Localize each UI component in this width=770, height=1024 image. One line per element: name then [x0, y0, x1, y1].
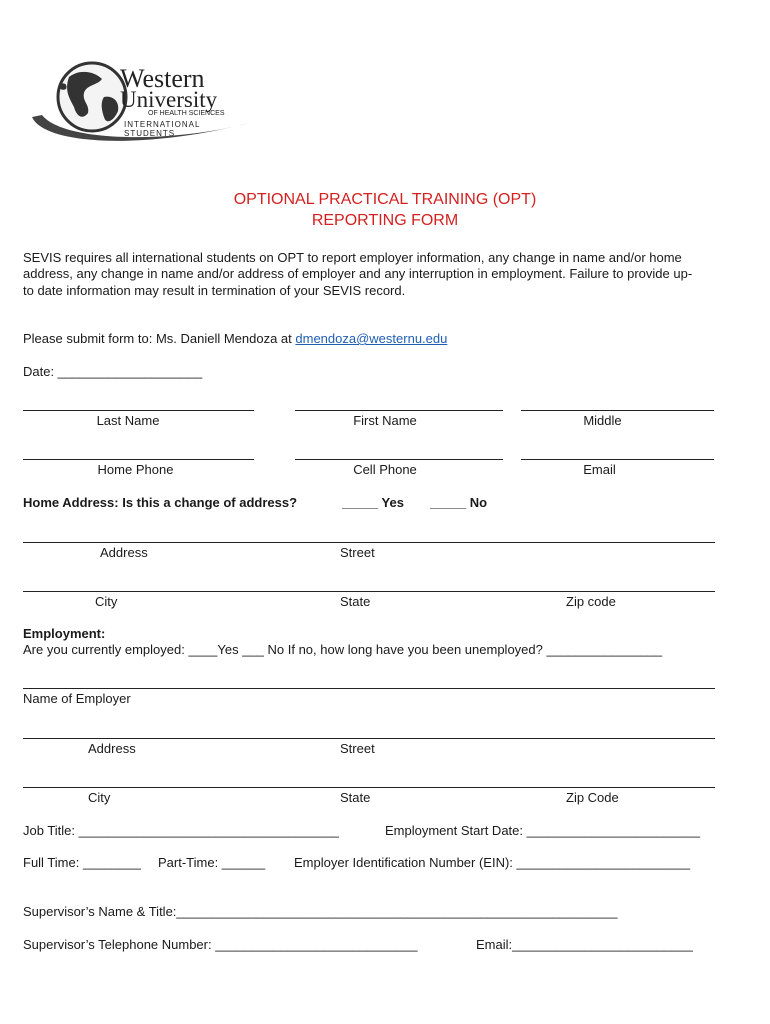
email-line[interactable]	[521, 459, 714, 460]
last-name-line[interactable]	[23, 410, 254, 411]
employer-street-label: Street	[340, 741, 375, 756]
employer-name-label: Name of Employer	[23, 691, 131, 706]
employer-zip-label: Zip Code	[566, 790, 619, 805]
ein-field[interactable]: Employer Identification Number (EIN): ________________________	[294, 855, 691, 870]
address-change-yes[interactable]: _____ Yes	[342, 495, 404, 510]
form-title-line1: OPTIONAL PRACTICAL TRAINING (OPT)	[233, 191, 537, 208]
home-state-label: State	[340, 594, 371, 609]
job-title-field[interactable]: Job Title: ____________________________________	[23, 823, 339, 838]
supervisor-name-field[interactable]: Supervisor’s Name & Title:_____________________________________________________________	[23, 904, 618, 919]
employer-city-label: City	[88, 790, 111, 805]
date-field[interactable]: Date: ____________________	[23, 364, 203, 379]
employment-question[interactable]: Are you currently employed: ____Yes ___ No If no, how long have you been unemployed? ________________	[23, 642, 663, 657]
cell-phone-label: Cell Phone	[353, 462, 417, 477]
home-address-line[interactable]	[23, 542, 715, 543]
middle-name-label: Middle	[583, 413, 622, 428]
intro-line1: SEVIS requires all international students on OPT to report employer information, any change in name and/or home	[23, 250, 682, 265]
home-city-label: City	[95, 594, 118, 609]
logo-line-students: STUDENTS	[124, 129, 176, 138]
intro-line3: to date information may result in termination of your SEVIS record.	[23, 283, 406, 298]
start-date-field[interactable]: Employment Start Date: ________________________	[385, 823, 701, 838]
form-title-line2: REPORTING FORM	[311, 212, 459, 229]
intro-line2: address, any change in name and/or address of employer and any interruption in employment. Failure to provide up-	[23, 266, 693, 281]
home-address-question: Home Address: Is this a change of address?	[23, 495, 298, 510]
first-name-line[interactable]	[295, 410, 503, 411]
logo-line-western: Western	[120, 64, 205, 93]
employer-name-line[interactable]	[23, 688, 715, 689]
home-phone-label: Home Phone	[97, 462, 174, 477]
middle-name-line[interactable]	[521, 410, 714, 411]
submit-prefix: Please submit form to: Ms. Daniell Mendoza at	[23, 331, 296, 346]
employer-state-label: State	[340, 790, 371, 805]
logo-line-international: INTERNATIONAL	[124, 120, 201, 129]
home-city-line[interactable]	[23, 591, 715, 592]
email-label: Email	[583, 462, 616, 477]
submit-instruction	[23, 331, 447, 346]
supervisor-phone-field[interactable]: Supervisor’s Telephone Number: ____________________________	[23, 937, 418, 952]
home-zip-label: Zip code	[566, 594, 616, 609]
supervisor-email-field[interactable]: Email:_________________________	[476, 937, 693, 952]
part-time-field[interactable]: Part-Time: ______	[158, 855, 266, 870]
employer-address-line[interactable]	[23, 738, 715, 739]
home-phone-line[interactable]	[23, 459, 254, 460]
home-street-label: Street	[340, 545, 375, 560]
employer-city-line[interactable]	[23, 787, 715, 788]
employment-heading: Employment:	[23, 626, 106, 641]
employer-address-label: Address	[88, 741, 136, 756]
home-address-label: Address	[100, 545, 148, 560]
logo-line-health-sciences: OF HEALTH SCIENCES	[148, 110, 225, 117]
contact-email-link[interactable]: dmendoza@westernu.edu	[295, 331, 448, 346]
address-change-no[interactable]: _____ No	[430, 495, 488, 510]
cell-phone-line[interactable]	[295, 459, 503, 460]
first-name-label: First Name	[353, 413, 417, 428]
full-time-field[interactable]: Full Time: ________	[23, 855, 141, 870]
last-name-label: Last Name	[96, 413, 160, 428]
university-logo	[24, 55, 264, 155]
logo-line-university: University	[120, 87, 218, 112]
